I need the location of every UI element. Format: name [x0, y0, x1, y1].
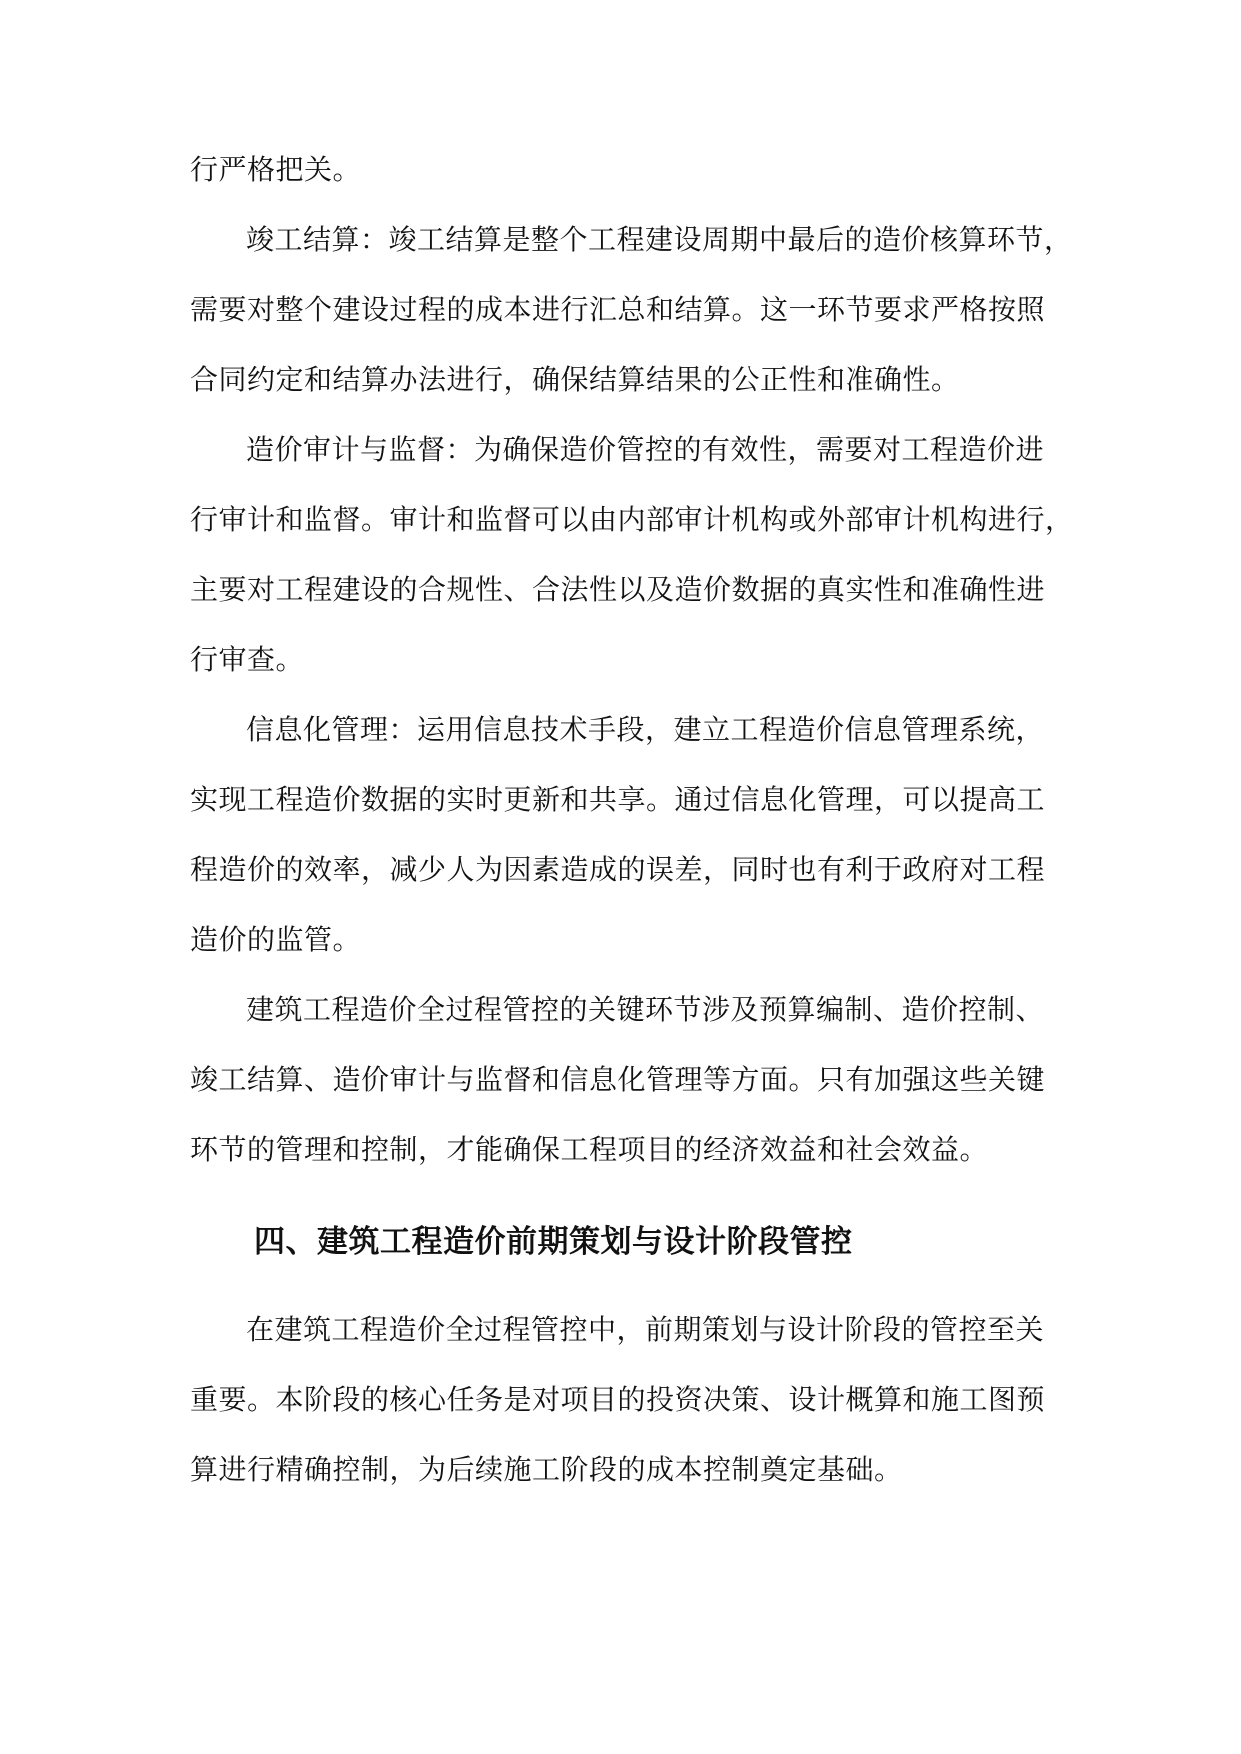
paragraph-line: 算进行精确控制，为后续施工阶段的成本控制奠定基础。 — [190, 1453, 903, 1486]
paragraph-line: 行严格把关。 — [190, 153, 362, 186]
paragraph-line: 程造价的效率，减少人为因素造成的误差，同时也有利于政府对工程 — [190, 853, 1046, 886]
paragraph-line: 行审计和监督。审计和监督可以由内部审计机构或外部审计机构进行， — [190, 503, 1074, 536]
paragraph-line: 竣工结算、造价审计与监督和信息化管理等方面。只有加强这些关键 — [190, 1063, 1046, 1096]
section-heading: 四、建筑工程造价前期策划与设计阶段管控 — [254, 1224, 853, 1260]
paragraph-line: 合同约定和结算办法进行，确保结算结果的公正性和准确性。 — [190, 363, 960, 396]
paragraph-line: 行审查。 — [190, 643, 305, 676]
paragraph-line: 实现工程造价数据的实时更新和共享。通过信息化管理，可以提高工 — [190, 783, 1046, 816]
paragraph-line: 造价的监管。 — [190, 923, 362, 956]
paragraph-line: 重要。本阶段的核心任务是对项目的投资决策、设计概算和施工图预 — [190, 1383, 1046, 1416]
paragraph-line: 竣工结算：竣工结算是整个工程建设周期中最后的造价核算环节， — [246, 223, 1073, 256]
paragraph-line: 建筑工程造价全过程管控的关键环节涉及预算编制、造价控制、 — [246, 993, 1045, 1026]
paragraph-line: 造价审计与监督：为确保造价管控的有效性，需要对工程造价进 — [246, 433, 1045, 466]
paragraph-line: 在建筑工程造价全过程管控中，前期策划与设计阶段的管控至关 — [246, 1313, 1045, 1346]
paragraph-line: 信息化管理：运用信息技术手段，建立工程造价信息管理系统， — [246, 713, 1045, 746]
paragraph-line: 主要对工程建设的合规性、合法性以及造价数据的真实性和准确性进 — [190, 573, 1046, 606]
paragraph-line: 环节的管理和控制，才能确保工程项目的经济效益和社会效益。 — [190, 1133, 989, 1166]
paragraph-line: 需要对整个建设过程的成本进行汇总和结算。这一环节要求严格按照 — [190, 293, 1046, 326]
